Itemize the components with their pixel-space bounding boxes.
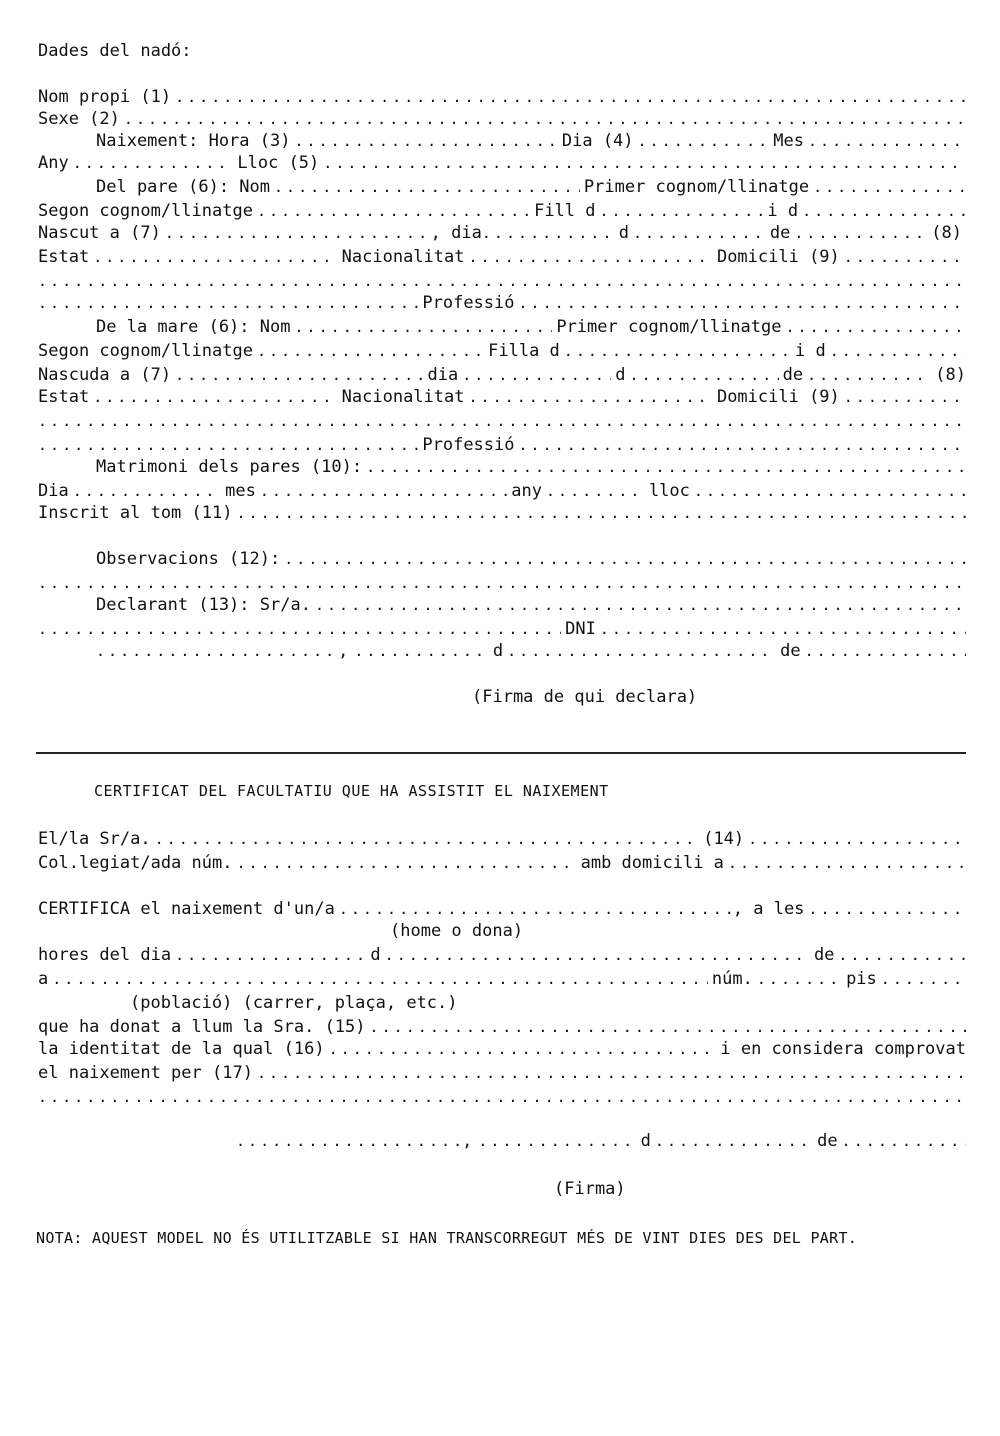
dots [507,640,776,662]
label-pare-segon: Segon cognom/llinatge [38,201,253,221]
label-mare-de: de [782,365,804,385]
dots [155,828,700,850]
field-inscrit[interactable] [38,502,966,524]
dots [260,480,507,502]
firma-facultatiu: (Firma) [554,1179,626,1199]
label-naixement-hora: Naixement: Hora (3) [96,131,291,151]
dots [257,200,530,222]
dots [655,1130,813,1152]
dots [315,594,966,616]
dots [175,364,423,386]
label-sexe: Sexe (2) [38,109,120,129]
label-matrimoni-dia: Dia [38,481,69,501]
field-pare-blank[interactable] [38,270,966,292]
dots [323,152,966,174]
dots [462,364,611,386]
field-mare-professio[interactable] [38,434,966,456]
dots [805,640,966,662]
label-mare-intro: De la mare (6): Nom [96,317,291,337]
label-cert-d2: d [640,1131,651,1151]
dots [844,386,966,408]
dots [633,222,766,244]
dots [175,944,366,966]
dots [694,480,966,502]
label-dia: Dia (4) [561,131,634,151]
label-mare-d: d [615,365,626,385]
dots [339,898,733,920]
field-nom-propi[interactable] [38,86,966,108]
dots [284,548,966,570]
section-divider [36,752,966,754]
dots [38,410,966,432]
label-declarant-comma: , [338,641,349,661]
dots [600,618,966,640]
label-cert-naixement-per: el naixement per (17) [38,1063,253,1083]
label-dni: DNI [565,619,596,639]
field-declarant[interactable] [38,594,966,616]
field-pare-segon[interactable] [38,200,966,222]
dots [842,1130,966,1152]
dots [478,1130,636,1152]
label-pare-ref8: (8) [931,223,962,243]
dots [96,640,338,662]
field-any-lloc[interactable] [38,152,966,174]
label-pare-de: de [769,223,791,243]
label-mare-domicili: Domicili (9) [716,387,840,407]
label-pare-dia: , dia [430,223,482,243]
field-mare-segon[interactable] [38,340,966,362]
label-cert-a-les: , a les [732,899,805,919]
label-cert-de: de [813,945,835,965]
label-matrimoni-any: any [511,481,542,501]
field-pare-nom[interactable] [38,176,966,198]
label-matrimoni: Matrimoni dels pares (10): [96,457,363,477]
dots [638,130,770,152]
dots [564,340,791,362]
field-mare-nascuda[interactable] [38,364,966,386]
dots [366,456,966,478]
label-mare-professio: Professió [422,435,515,455]
label-cert-identitat: la identitat de la qual (16) [38,1039,325,1059]
label-mare-i-d: i d [794,341,826,361]
label-cert-domicili: amb domicili a [580,853,724,873]
label-pare-primer: Primer cognom/llinatge [583,177,810,197]
dots [257,340,484,362]
label-nom-propi: Nom propi (1) [38,87,172,107]
dots [175,86,966,108]
label-pare-nacionalitat: Nacionalitat [341,247,465,267]
dots [881,968,966,990]
dots [294,130,557,152]
label-cert-comprovat: i en considera comprovat [720,1039,966,1059]
dots [73,152,234,174]
label-cert-sra: El/la Sr/a. [38,829,151,849]
label-cert-hores: hores del dia [38,945,172,965]
dots [354,640,489,662]
dots [38,270,966,292]
label-mare-primer: Primer cognom/llinatge [556,317,782,337]
label-pare-domicili: Domicili (9) [716,247,840,267]
label-cert-d: d [370,945,381,965]
dots [830,340,966,362]
dots [236,502,966,524]
label-pare-i-d: i d [767,201,799,221]
dots [52,968,708,990]
label-mare-nascuda: Nascuda a (7) [38,365,172,385]
dots [93,386,337,408]
label-mare-segon: Segon cognom/llinatge [38,341,253,361]
label-observacions: Observacions (12): [96,549,281,569]
label-mare-estat: Estat [38,387,90,407]
label-declarant-d: d [492,641,504,661]
field-observacions[interactable] [38,548,966,570]
dots [93,246,337,268]
dots [385,944,810,966]
dots [236,852,576,874]
label-cert-num: núm. [711,969,753,989]
label-mare-ref8: (8) [935,365,966,385]
label-pare-estat: Estat [38,247,90,267]
dots [794,222,927,244]
field-mare-nom[interactable] [38,316,966,338]
field-observacions-blank[interactable] [38,572,966,594]
dots [748,828,966,850]
field-cert-sra[interactable] [38,828,966,850]
dots [294,316,552,338]
dots [38,572,966,594]
field-naixement[interactable] [38,130,966,152]
dots [38,292,418,314]
certificate-heading: CERTIFICAT DEL FACULTATIU QUE HA ASSISTIT EL NAIXEMENT [94,782,609,800]
label-pare-fill: Fill d [534,201,596,221]
field-cert-blank[interactable] [38,1086,966,1108]
field-cert-llum[interactable] [38,1016,966,1038]
field-cert-colegiat[interactable] [38,852,966,874]
label-matrimoni-lloc: lloc [648,481,690,501]
field-cert-adreca[interactable] [38,968,966,990]
label-matrimoni-mes: mes [225,481,256,501]
dots [519,434,967,456]
dots [38,1086,966,1108]
label-any: Any [38,153,69,173]
field-pare-professio[interactable] [38,292,966,314]
hint-poblacio: (població) (carrer, plaça, etc.) [130,993,458,1013]
label-inscrit: Inscrit al tom (11) [38,503,233,523]
label-mare-filla: Filla d [488,341,560,361]
dots [813,176,966,198]
dots [38,434,418,456]
dots [808,898,966,920]
field-pare-nascut[interactable] [38,222,966,244]
dots [519,292,967,314]
field-matrimoni[interactable] [38,456,966,478]
dots [257,1062,966,1084]
field-cert-naixement-per[interactable] [38,1062,966,1084]
label-mes: Mes [773,131,804,151]
dots [546,480,645,502]
field-cert-hores[interactable] [38,944,966,966]
label-pare-d: d [618,223,629,243]
dots [802,200,966,222]
hint-home-dona: (home o dona) [390,921,524,941]
dots [630,364,779,386]
dots [38,618,561,640]
dots [468,246,712,268]
field-cert-identitat[interactable] [38,1038,966,1060]
dots [808,130,966,152]
dots [165,222,431,244]
field-sexe[interactable] [38,108,966,130]
label-cert-comma: , [462,1131,473,1151]
dots [370,1016,966,1038]
dots [757,968,842,990]
dots [236,1130,462,1152]
label-declarant: Declarant (13): Sr/a. [96,595,311,615]
label-cert-de2: de [817,1131,838,1151]
dots [274,176,580,198]
dots [124,108,966,130]
label-mare-nacionalitat: Nacionalitat [341,387,465,407]
label-pare-nascut: Nascut a (7) [38,223,161,243]
dots [844,246,966,268]
firma-declarant: (Firma de qui declara) [472,687,698,707]
dots [728,852,966,874]
field-cert-certifica[interactable] [38,898,966,920]
footer-note: NOTA: AQUEST MODEL NO ÉS UTILITZABLE SI HAN TRANSCORREGUT MÉS DE VINT DIES DES DEL PART. [36,1229,858,1247]
field-matrimoni-data[interactable] [38,480,966,502]
label-cert-a: a [38,969,49,989]
label-cert-colegiat: Col.legiat/ada núm. [38,853,233,873]
label-pare-intro: Del pare (6): Nom [96,177,270,197]
form-title: Dades del nadó: [38,41,192,61]
dots [786,316,967,338]
label-lloc: Lloc (5) [237,153,320,173]
field-declarant-dni[interactable] [38,618,966,640]
dots [329,1038,717,1060]
field-mare-blank[interactable] [38,410,966,432]
label-cert-ref14: (14) [703,829,745,849]
label-cert-certifica: CERTIFICA el naixement d'un/a [38,899,335,919]
dots [468,386,712,408]
field-cert-data[interactable] [236,1130,966,1152]
label-cert-llum: que ha donat a llum la Sra. (15) [38,1017,366,1037]
field-declarant-data[interactable] [38,640,966,662]
field-pare-estat[interactable] [38,246,966,268]
label-pare-professio: Professió [422,293,515,313]
field-mare-estat[interactable] [38,386,966,408]
dots [838,944,966,966]
label-cert-pis: pis [846,969,877,989]
dots [600,200,764,222]
label-mare-dia: dia [427,365,459,385]
label-declarant-de: de [780,641,801,661]
dots [482,222,615,244]
dots [73,480,221,502]
dots [807,364,931,386]
